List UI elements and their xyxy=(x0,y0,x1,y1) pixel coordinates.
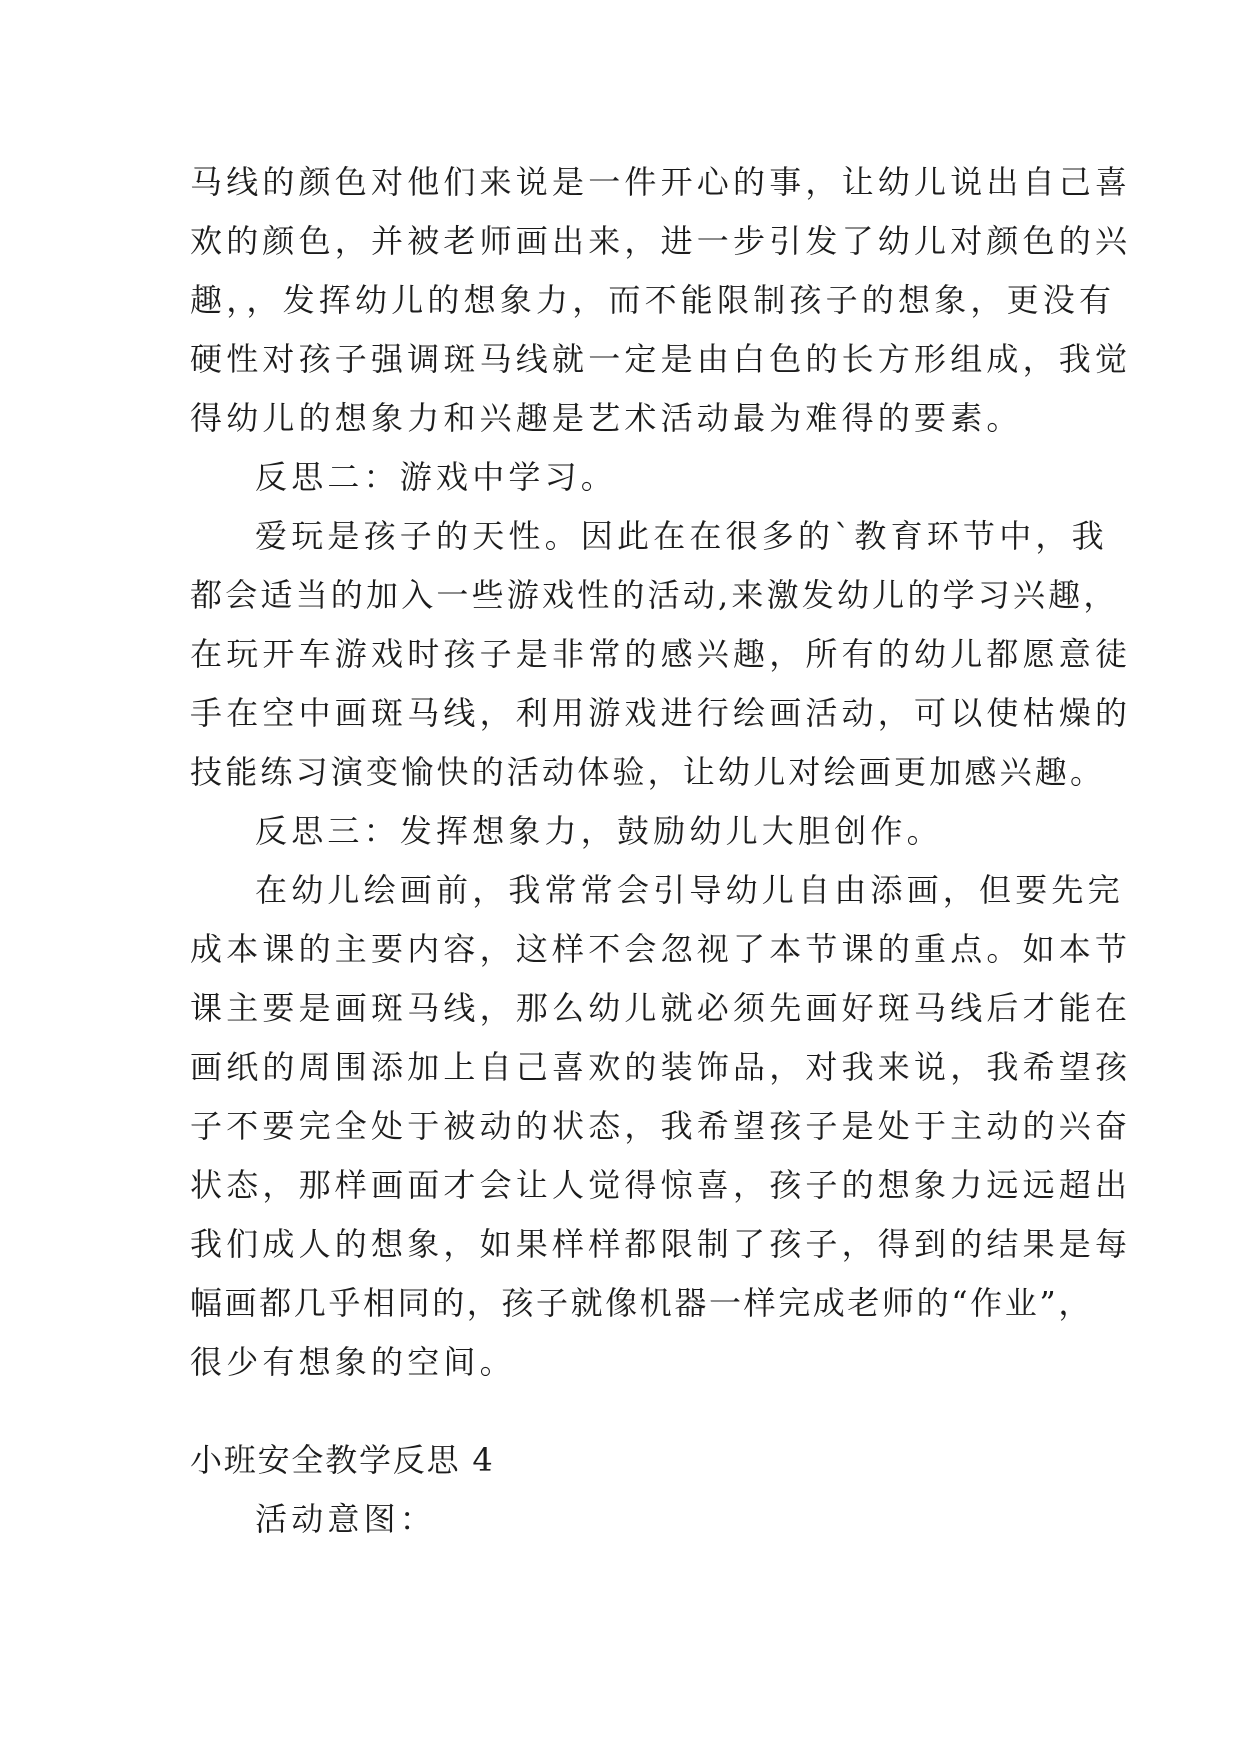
paragraph-line: 很少有想象的空间。 xyxy=(190,1343,516,1381)
paragraph-line: 状态，那样画面才会让人觉得惊喜，孩子的想象力远远超出 xyxy=(190,1166,1132,1204)
paragraph-line: 得幼儿的想象力和兴趣是艺术活动最为难得的要素。 xyxy=(190,399,1023,437)
paragraph-line: 都会适当的加入一些游戏性的活动,来激发幼儿的学习兴趣， xyxy=(190,576,1119,614)
paragraph-line: 硬性对孩子强调斑马线就一定是由白色的长方形组成，我觉 xyxy=(190,340,1132,378)
section-subheading: 活动意图： xyxy=(255,1500,437,1538)
paragraph-line: 欢的颜色，并被老师画出来，进一步引发了幼儿对颜色的兴 xyxy=(190,222,1132,260)
reflection-3-heading: 反思三：发挥想象力，鼓励幼儿大胆创作。 xyxy=(255,812,943,850)
paragraph-line: 趣，，发挥幼儿的想象力，而不能限制孩子的想象，更没有 xyxy=(190,281,1116,319)
paragraph-line: 课主要是画斑马线，那么幼儿就必须先画好斑马线后才能在 xyxy=(190,989,1132,1027)
paragraph-line: 我们成人的想象，如果样样都限制了孩子，得到的结果是每 xyxy=(190,1225,1132,1263)
paragraph-line: 技能练习演变愉快的活动体验，让幼儿对绘画更加感兴趣。 xyxy=(190,753,1106,791)
paragraph-line: 成本课的主要内容，这样不会忽视了本节课的重点。如本节 xyxy=(190,930,1132,968)
paragraph-line: 子不要完全处于被动的状态，我希望孩子是处于主动的兴奋 xyxy=(190,1107,1132,1145)
paragraph-line: 在玩开车游戏时孩子是非常的感兴趣，所有的幼儿都愿意徒 xyxy=(190,635,1132,673)
paragraph-line: 画纸的周围添加上自己喜欢的装饰品，对我来说，我希望孩 xyxy=(190,1048,1132,1086)
paragraph-line: 在幼儿绘画前，我常常会引导幼儿自由添画，但要先完 xyxy=(255,871,1124,909)
paragraph-line: 手在空中画斑马线，利用游戏进行绘画活动，可以使枯燥的 xyxy=(190,694,1132,732)
reflection-2-heading: 反思二：游戏中学习。 xyxy=(255,458,618,496)
paragraph-line: 爱玩是孩子的天性。因此在在很多的`教育环节中，我 xyxy=(255,517,1108,555)
paragraph-line: 幅画都几乎相同的，孩子就像机器一样完成老师的“作业”， xyxy=(190,1284,1093,1322)
section-title: 小班安全教学反思 4 xyxy=(190,1441,495,1479)
paragraph-line: 马线的颜色对他们来说是一件开心的事，让幼儿说出自己喜 xyxy=(190,163,1132,201)
